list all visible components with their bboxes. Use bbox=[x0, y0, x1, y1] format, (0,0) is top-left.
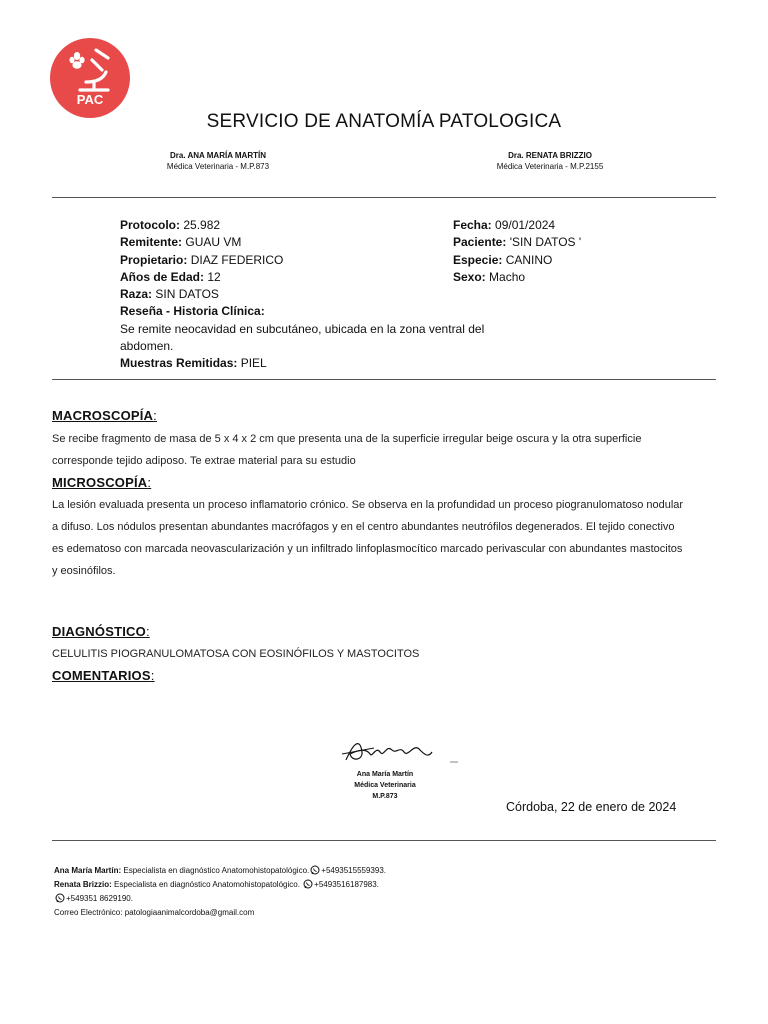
email-link[interactable]: patologiaanimalcordoba@gmail.com bbox=[124, 908, 255, 917]
signature-block bbox=[330, 769, 440, 802]
signature-role: Médica Veterinaria bbox=[354, 782, 416, 789]
diagnostico-heading: DIAGNÓSTICO: bbox=[52, 624, 150, 639]
field-fecha: Fecha: 09/01/2024 bbox=[453, 218, 556, 232]
field-edad: Años de Edad: 12 bbox=[120, 269, 221, 284]
field-muestras: Muestras Remitidas: PIEL bbox=[120, 356, 267, 371]
macroscopia-text: Se recibe fragmento de masa de 5 x 4 x 2 cm que presenta una de la superficie irregular beige oscura y la otra superficie corresponde tejido adiposo. Te extrae material para su estudio bbox=[52, 433, 642, 467]
whatsapp-icon bbox=[303, 879, 313, 893]
date-line: Córdoba, 22 de enero de 2024 bbox=[506, 800, 677, 814]
doctor-name: Dra. RENATA BRIZZIO bbox=[508, 151, 592, 160]
whatsapp-icon bbox=[310, 865, 320, 879]
divider bbox=[52, 379, 716, 380]
field-resena-value: Se remite neocavidad en subcutáneo, ubicada en la zona ventral del abdomen. bbox=[120, 321, 485, 354]
field-propietario: Propietario: DIAZ FEDERICO bbox=[120, 252, 284, 267]
doctor-left bbox=[118, 150, 318, 172]
svg-text:PAC: PAC bbox=[76, 92, 104, 107]
doctor-right bbox=[450, 150, 650, 172]
doctor-title: Médica Veterinaria - M.P.2155 bbox=[496, 162, 604, 171]
phone-link[interactable]: +549351 8629190. bbox=[66, 894, 133, 903]
doctor-name: Dra. ANA MARÍA MARTÍN bbox=[170, 151, 266, 160]
field-paciente: Paciente: 'SIN DATOS ' bbox=[453, 235, 582, 250]
footer bbox=[54, 865, 386, 919]
field-resena-label: Reseña - Historia Clínica: bbox=[120, 304, 265, 319]
page-title: SERVICIO DE ANATOMÍA PATOLOGICA bbox=[206, 111, 562, 132]
case-fields-right bbox=[453, 217, 713, 286]
handwritten-signature bbox=[340, 732, 440, 772]
field-raza: Raza: SIN DATOS bbox=[120, 287, 219, 302]
paw-microscope-icon bbox=[50, 38, 130, 118]
footer-renata: Renata Brizzio: Especialista en diagnóstico Anatomohistopatológico. +5493516187983. bbox=[54, 879, 386, 893]
field-protocolo: Protocolo: 25.982 bbox=[120, 218, 221, 232]
divider bbox=[52, 197, 716, 198]
footer-email: Correo Electrónico: patologiaanimalcordoba@gmail.com bbox=[54, 908, 255, 917]
signature-mp: M.P.873 bbox=[372, 793, 398, 800]
diagnostico-text: CELULITIS PIOGRANULOMATOSA CON EOSINÓFILOS Y MASTOCITOS bbox=[52, 648, 420, 660]
footer-ana: Ana María Martín: Especialista en diagnóstico Anatomohistopatológico. +5493515559393. bbox=[54, 865, 386, 879]
field-sexo: Sexo: Macho bbox=[453, 269, 526, 284]
field-especie: Especie: CANINO bbox=[453, 252, 553, 267]
divider bbox=[52, 840, 716, 841]
phone-link[interactable]: +5493516187983. bbox=[314, 880, 379, 889]
footer-phone bbox=[54, 893, 386, 907]
doctor-title: Médica Veterinaria - M.P.873 bbox=[166, 162, 270, 171]
signature-name: Ana María Martín bbox=[356, 771, 414, 778]
microscopia-heading: MICROSCOPÍA: bbox=[52, 475, 152, 490]
whatsapp-icon bbox=[55, 893, 65, 907]
phone-link[interactable]: +5493515559393. bbox=[321, 866, 386, 875]
field-remitente: Remitente: GUAU VM bbox=[120, 235, 242, 250]
microscopia-text: La lesión evaluada presenta un proceso inflamatorio crónico. Se observa en la profundidad un proceso piogranulomatoso nodular a difuso. Los nódulos presentan abundantes macrófagos y en el centro abundantes neutrófilos degenerados. El tejido conectivo es edematoso con marcada neovascularización y un infiltrado linfoplasmocítico marcado perivascular con abundantes mastocitos y eosinófilos. bbox=[52, 499, 684, 577]
pac-logo bbox=[50, 38, 130, 118]
comentarios-heading: COMENTARIOS: bbox=[52, 668, 155, 683]
macroscopia-heading: MACROSCOPÍA: bbox=[52, 408, 157, 423]
